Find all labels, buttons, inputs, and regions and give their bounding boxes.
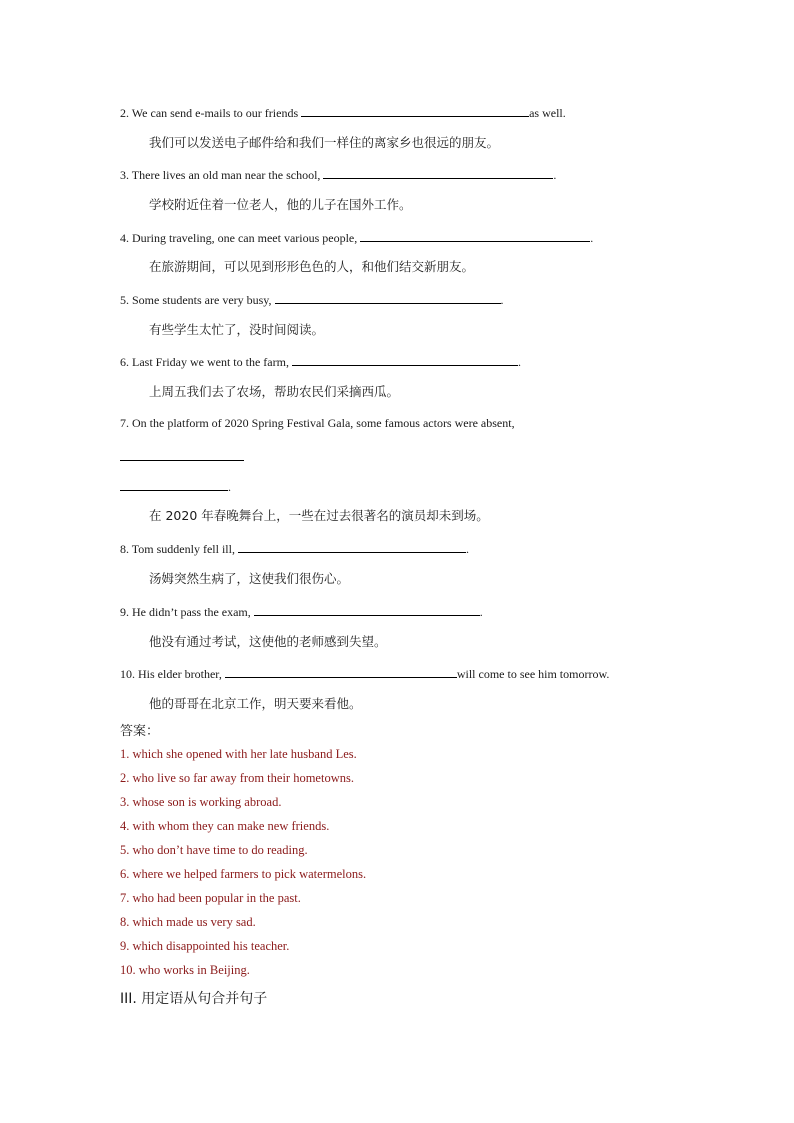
answer-blank-line-1[interactable] <box>120 460 244 461</box>
answer-blank[interactable] <box>254 603 480 616</box>
answer-item: 8. which made us very sad. <box>120 915 256 929</box>
answer-item: 9. which disappointed his teacher. <box>120 939 290 953</box>
answer-blank[interactable] <box>323 166 553 179</box>
section-heading: III. 用定语从句合并句子 <box>120 991 268 1007</box>
answer-item: 7. who had been popular in the past. <box>120 891 301 905</box>
answers-heading: 答案： <box>120 724 160 739</box>
answer-item: 3. whose son is working abroad. <box>120 795 282 809</box>
answer-item: 1. which she opened with her late husband Les. <box>120 747 357 761</box>
translation-4: 在旅游期间，可以见到形形色色的人，和他们结交新朋友。 <box>149 259 475 274</box>
answer-item: 5. who don’t have time to do reading. <box>120 843 308 857</box>
exercise-4: 4. During traveling, one can meet various people, . <box>120 231 594 245</box>
exercise-3: 3. There lives an old man near the school, . <box>120 168 557 182</box>
translation-7: 在 2020 年春晚舞台上，一些在过去很著名的演员却未到场。 <box>149 508 489 523</box>
translation-3: 学校附近住着一位老人，他的儿子在国外工作。 <box>149 197 412 212</box>
exercise-6: 6. Last Friday we went to the farm, . <box>120 355 521 369</box>
translation-8: 汤姆突然生病了，这使我们很伤心。 <box>149 571 350 586</box>
answer-item: 4. with whom they can make new friends. <box>120 819 330 833</box>
exercise-2: 2. We can send e-mails to our friends as well. <box>120 106 566 120</box>
answer-blank-line-2[interactable] <box>120 490 228 491</box>
exercise-10: 10. His elder brother, will come to see him tomorrow. <box>120 667 610 681</box>
answer-item: 6. where we helped farmers to pick watermelons. <box>120 867 367 881</box>
answer-blank[interactable] <box>275 291 501 304</box>
exercise-8: 8. Tom suddenly fell ill, . <box>120 542 469 556</box>
answer-blank[interactable] <box>225 665 457 678</box>
answer-item: 2. who live so far away from their hometowns. <box>120 771 354 785</box>
translation-9: 他没有通过考试，这使他的老师感到失望。 <box>149 634 387 649</box>
translation-5: 有些学生太忙了，没时间阅读。 <box>149 322 325 337</box>
answer-blank[interactable] <box>292 353 518 366</box>
translation-10: 他的哥哥在北京工作，明天要来看他。 <box>149 696 362 711</box>
translation-6: 上周五我们去了农场，帮助农民们采摘西瓜。 <box>149 384 400 399</box>
answer-blank[interactable] <box>301 104 529 117</box>
exercise-9: 9. He didn’t pass the exam, . <box>120 605 483 619</box>
answer-item: 10. who works in Beijing. <box>120 963 250 977</box>
exercise-5: 5. Some students are very busy, . <box>120 293 504 307</box>
answer-blank[interactable] <box>360 229 590 242</box>
exercise-7: 7. On the platform of 2020 Spring Festival Gala, some famous actors were absent, <box>120 416 515 430</box>
translation-2: 我们可以发送电子邮件给和我们一样住的离家乡也很远的朋友。 <box>149 135 500 150</box>
exercise-7-period: . <box>228 480 231 494</box>
answer-blank[interactable] <box>238 540 466 553</box>
